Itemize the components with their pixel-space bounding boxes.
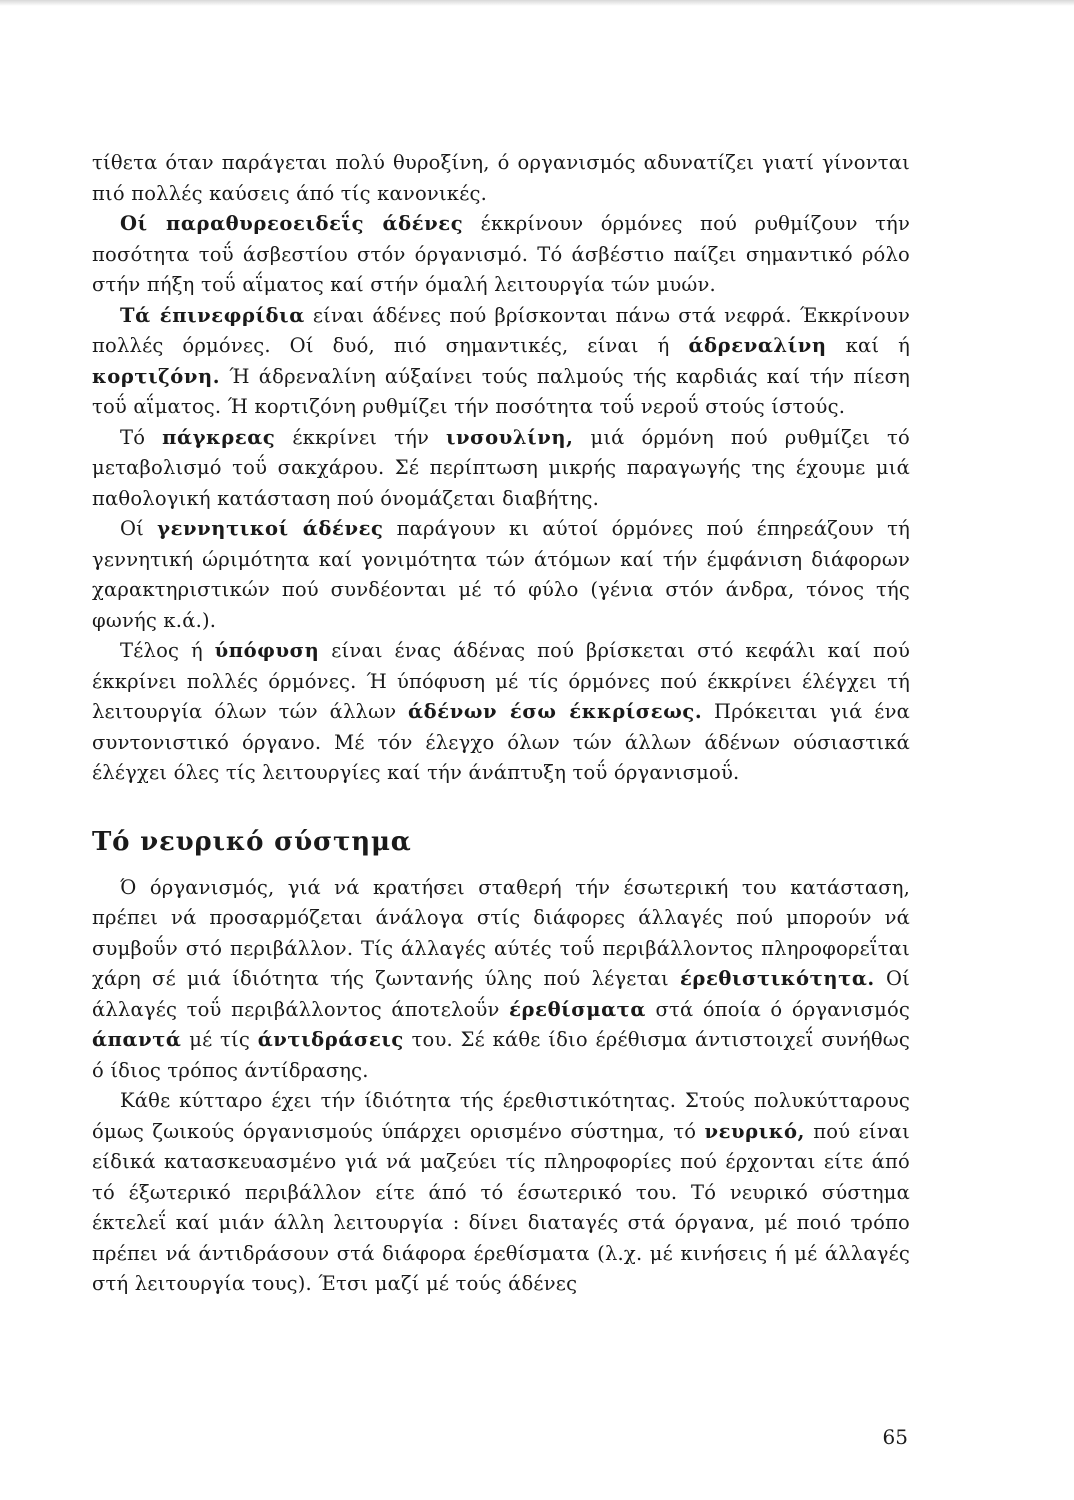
bold-term: γεννητικοί άδένες: [157, 517, 384, 540]
paragraph: [92, 873, 910, 1087]
text-run: Τέλος ή: [120, 639, 215, 662]
text-run: είναι ένας άδένας πού βρίσκεται στό κεφάλι καί πού έκκρίνει πολλές όρμόνες. Ή ύπόφυση μέ τίς όρμόνες πού έκκρίνει έλέγχει τή λειτουργία όλων τών άλλων: [92, 639, 911, 723]
bold-term: άδένων έσω έκκρίσεως.: [408, 700, 703, 723]
text-run: Οί: [120, 517, 158, 540]
paragraph: [92, 423, 910, 515]
bold-term: ινσουλίνη,: [446, 425, 574, 449]
paragraph: [92, 636, 910, 789]
bold-term: άντιδράσεις: [257, 1028, 404, 1051]
text-run: πού είναι είδικά κατασκευασμένο γιά νά μαζεύει τίς πληροφορίες πού έρχονται είτε άπό τό έξωτερικό περιβάλλον είτε άπό τό έσωτερικό του. Τό νευρικό σύστημα έκτελεΐ καί μιάν άλλη λειτουργία : δίνει διαταγές στά όργανα, μέ ποιό τρόπο πρέπει νά άντιδράσουν στά διάφορα έρεθίσματα (λ.χ. μέ κινήσεις ή μέ άλλαγές στή λειτουργία τους). Έτσι μαζί μέ τούς άδένες: [92, 1119, 910, 1295]
section-title: Τό νευρικό σύστημα: [92, 826, 412, 857]
bold-term: έρεθιστικότητα.: [679, 967, 875, 990]
paragraph: [92, 209, 910, 301]
text-run: τίθετα όταν παράγεται πολύ θυροξίνη, ό οργανισμός αδυνατίζει γιατί γίνονται πιό πολλές καύσεις άπό τίς κανονικές.: [92, 151, 910, 205]
text-run: στά όποία ό όργανισμός: [646, 997, 911, 1021]
page-body: [92, 148, 910, 1300]
page-number: 65: [882, 1425, 908, 1449]
paragraph: [92, 301, 910, 423]
bold-term: Τά έπινεφρίδια: [120, 303, 305, 327]
text-run: Τό: [120, 425, 163, 449]
page-top-edge: [0, 0, 1074, 6]
text-run: μέ τίς: [181, 1028, 258, 1051]
text-run: Ό όργανισμός, γιά νά κρατήσει σταθερή τήν έσωτερική του κατάσταση, πρέπει νά προσαρμόζεται άνάλογα στίς διάφορες άλλαγές πού μπορούν νά συμβοΰν στό περιβάλλον. Τίς άλλαγές αύτές τοΰ περιβάλλοντος πληροφορεΐται χάρη σέ μιά ίδιότητα τής ζωντανής ύλης πού λέγεται: [92, 875, 910, 990]
text-run: Οί άλλαγές τοΰ περιβάλλοντος άποτελοΰν: [92, 967, 910, 1021]
text-run: Ή άδρεναλίνη αύξαίνει τούς παλμούς τής καρδιάς καί τήν πίεση τοΰ αΐματος. Ή κορτιζόνη ρυθμίζει τήν ποσότητα τοΰ νεροΰ στούς ίστούς.: [92, 364, 910, 418]
bold-term: ύπόφυση: [214, 639, 320, 662]
bold-term: άπαντά: [92, 1028, 182, 1051]
text-run: μιά όρμόνη πού ρυθμίζει τό μεταβολισμό τοΰ σακχάρου. Σέ περίπτωση μικρής παραγωγής της έχουμε μιά παθολογική κατάσταση πού όνομάζεται διαβήτης.: [92, 425, 910, 510]
paragraph: [92, 1086, 910, 1300]
bold-term: νευρικό,: [704, 1119, 805, 1143]
paragraph: [92, 514, 910, 636]
bold-term: άδρεναλίνη: [688, 334, 827, 357]
text-run: καί ή: [826, 334, 910, 357]
text-run: του. Σέ κάθε ίδιο έρέθισμα άντιστοιχεΐ συνήθως ό ίδιος τρόπος άντίδρασης.: [92, 1028, 910, 1082]
text-run: έκκρίνει τήν: [275, 425, 446, 449]
text-run: έκκρίνουν όρμόνες πού ρυθμίζουν τήν ποσότητα τοΰ άσβεστίου στόν όργανισμό. Τό άσβέστιο παίζει σημαντικό ρόλο στήν πήξη τοΰ αΐματος καί στήν όμαλή λειτουργία τών μυών.: [92, 212, 910, 296]
bold-term: κορτιζόνη.: [92, 364, 221, 388]
text-run: είναι άδένες πού βρίσκονται πάνω στά νεφρά. Έκκρίνουν πολλές όρμόνες. Οί δυό, πιό σημαντικές, είναι ή: [92, 303, 910, 357]
text-run: Κάθε κύτταρο έχει τήν ίδιότητα τής έρεθιστικότητας. Στούς πολυκύτταρους όμως ζωικούς όργανισμούς ύπάρχει ορισμένο σύστημα, τό: [92, 1089, 910, 1143]
text-run: παράγουν κι αύτοί όρμόνες πού έπηρεάζουν τή γεννητική ώριμότητα καί γονιμότητα τών άτόμων καί τήν έμφάνιση διάφορων χαρακτηριστικών πού συνδέονται μέ τό φύλο (γένια στόν άνδρα, τόνος τής φωνής κ.ά.).: [92, 517, 910, 632]
bold-term: έρεθίσματα: [509, 997, 646, 1021]
bold-term: πάγκρεας: [162, 425, 276, 449]
endocrine-glands-text: [92, 148, 910, 789]
text-run: Πρόκειται γιά ένα συντονιστικό όργανο. Μέ τόν έλεγχο όλων τών άλλων άδένων ούσιαστικά έλέγχει όλες τίς λειτουργίες καί τήν άνάπτυξη τοΰ όργανισμοΰ.: [92, 700, 910, 784]
nervous-system-text: [92, 873, 910, 1300]
bold-term: Οί παραθυρεοειδεΐς άδένες: [120, 212, 464, 235]
paragraph: [92, 148, 910, 209]
